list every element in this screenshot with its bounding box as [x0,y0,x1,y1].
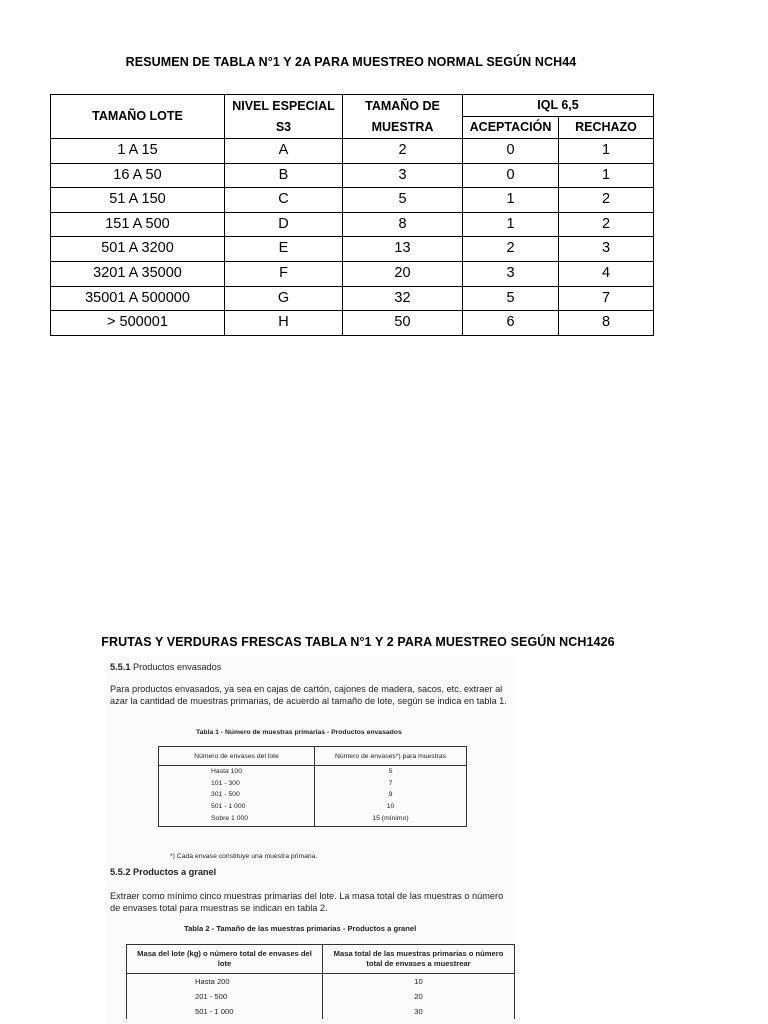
header-special-level [225,95,343,139]
table-row [127,989,515,1004]
cell-reject: 1 [559,139,654,164]
cell-sample: 50 [343,311,463,336]
header-special-level-line1: NIVEL ESPECIAL [232,98,335,113]
table1-cell-samples: 9 [315,789,467,801]
table1-cell-samples: 7 [315,778,467,790]
table-row [51,212,654,237]
cell-lot: 3201 A 35000 [51,261,225,286]
cell-level: G [225,286,343,311]
cell-lot: 51 A 150 [51,188,225,213]
scanned-excerpt [106,656,516,1024]
cell-lot: 16 A 50 [51,163,225,188]
header-lot-size: TAMAÑO LOTE [51,95,225,139]
cell-reject: 2 [559,212,654,237]
cell-accept: 1 [463,188,559,213]
cell-accept: 2 [463,237,559,262]
section2-text: Extraer como mínimo cinco muestras primarias del lote. La masa total de las muestras o número de envases total para muestras se indican en tabla 2. [110,891,504,913]
cell-sample: 13 [343,237,463,262]
fruits-title: FRUTAS Y VERDURAS FRESCAS TABLA N°1 Y 2 PARA MUESTREO SEGÚN NCH1426 [101,635,615,649]
table-row [159,812,467,826]
table2-header-samples: Masa total de las muestras primarias o número total de envases a muestrear [323,945,515,974]
section2-title: 5.5.2 Productos a granel [110,867,217,877]
table2-cell-samples: 20 [323,989,515,1004]
table-row [51,286,654,311]
table-row [51,237,654,262]
cell-accept: 0 [463,163,559,188]
cell-sample: 8 [343,212,463,237]
table-row [51,188,654,213]
table1-cell-samples: 10 [315,801,467,813]
cell-level: D [225,212,343,237]
table2-cell-lot: 501 - 1 000 [127,1004,323,1019]
cell-reject: 8 [559,311,654,336]
cell-lot: 501 A 3200 [51,237,225,262]
cell-sample: 5 [343,188,463,213]
table2 [126,944,515,1019]
table1-header-samples: Número de envases*) para muestras [315,747,467,766]
cell-accept: 6 [463,311,559,336]
table1-header-lot: Número de envases del lote [159,747,315,766]
table2-cell-lot: 201 - 500 [127,989,323,1004]
cell-level: F [225,261,343,286]
table1-cell-samples: 5 [315,766,467,778]
table-row [159,801,467,813]
section1-heading [110,662,221,672]
cell-reject: 3 [559,237,654,262]
table-row [159,766,467,778]
cell-reject: 4 [559,261,654,286]
cell-lot: 1 A 15 [51,139,225,164]
summary-title: RESUMEN DE TABLA N°1 Y 2A PARA MUESTREO NORMAL SEGÚN NCH44 [125,55,577,69]
cell-sample: 20 [343,261,463,286]
header-special-level-line2: S3 [275,119,292,134]
cell-sample: 2 [343,139,463,164]
header-acceptance: ACEPTACIÓN [463,117,559,139]
cell-level: A [225,139,343,164]
cell-sample: 32 [343,286,463,311]
section1-text: Para productos envasados, ya sea en cajas de cartón, cajones de madera, sacos, etc. extraer al azar la cantidad de muestras primarias, de acuerdo al tamaño de lote, según se indica en tabla 1. [110,684,507,706]
table-row [51,261,654,286]
header-sample-size-line1: TAMAÑO DE [365,98,440,113]
cell-reject: 2 [559,188,654,213]
table1 [158,746,467,827]
cell-accept: 0 [463,139,559,164]
section1-number: 5.5.1 [110,662,131,672]
table2-caption: Tabla 2 - Tamaño de las muestras primarias - Productos a granel [184,924,417,933]
table-row [127,974,515,990]
table-row [159,789,467,801]
table1-cell-lot: 101 - 300 [159,778,315,790]
table1-footnote: *) Cada envase constituye una muestra primaria. [170,853,318,860]
cell-lot: > 500001 [51,311,225,336]
table1-caption: Tabla 1 - Número de muestras primarias - Productos envasados [196,729,402,736]
cell-accept: 1 [463,212,559,237]
table-row [51,139,654,164]
cell-lot: 35001 A 500000 [51,286,225,311]
table-row [127,1004,515,1019]
table1-cell-lot: Hasta 100 [159,766,315,778]
header-rejection: RECHAZO [559,117,654,139]
cell-accept: 5 [463,286,559,311]
header-sample-size [343,95,463,139]
header-iql: IQL 6,5 [463,95,654,117]
table1-cell-samples: 15 (mínimo) [315,812,467,826]
cell-sample: 3 [343,163,463,188]
cell-lot: 151 A 500 [51,212,225,237]
header-sample-size-line2: MUESTRA [371,119,434,134]
table1-cell-lot: Sobre 1 000 [159,812,315,826]
table-row [159,778,467,790]
table2-cell-lot: Hasta 200 [127,974,323,990]
cell-level: H [225,311,343,336]
table2-header-lot: Masa del lote (kg) o número total de envases del lote [127,945,323,974]
cell-reject: 1 [559,163,654,188]
table2-cell-samples: 10 [323,974,515,990]
section1-title: Productos envasados [133,662,222,672]
summary-table [50,94,654,336]
table2-cell-samples: 30 [323,1004,515,1019]
cell-level: E [225,237,343,262]
cell-level: C [225,188,343,213]
table1-cell-lot: 501 - 1 000 [159,801,315,813]
cell-level: B [225,163,343,188]
table-row [51,311,654,336]
table1-cell-lot: 301 - 500 [159,789,315,801]
table-row [51,163,654,188]
cell-reject: 7 [559,286,654,311]
cell-accept: 3 [463,261,559,286]
